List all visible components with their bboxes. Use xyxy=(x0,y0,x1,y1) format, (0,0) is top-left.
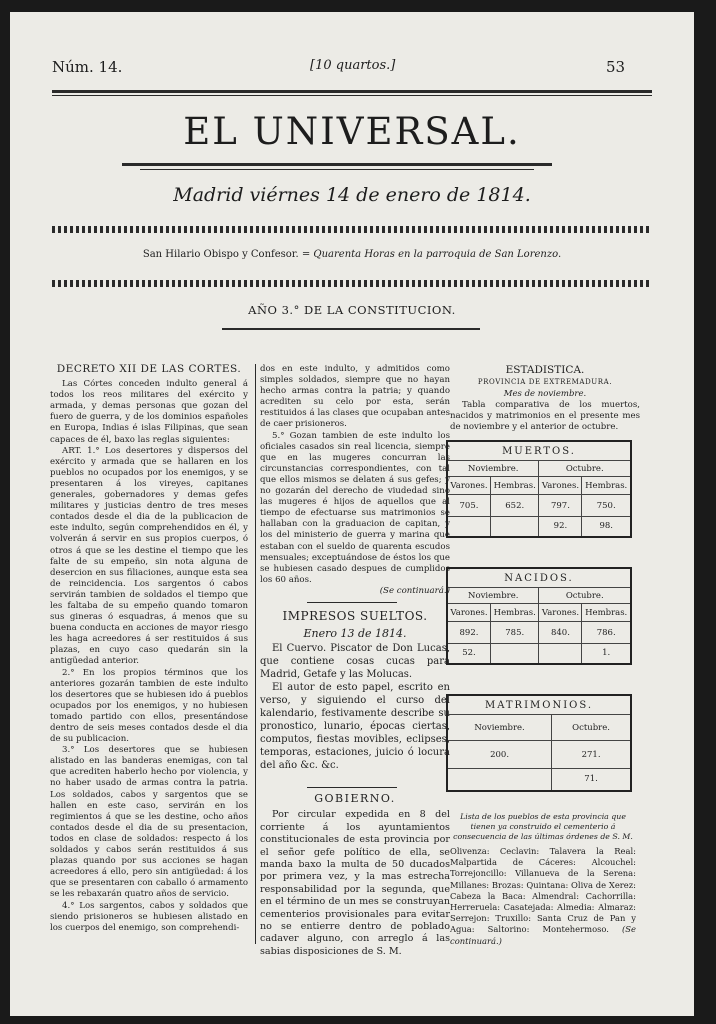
muertos-nov-h: 652. xyxy=(490,495,539,517)
top-rule-thin xyxy=(52,95,652,96)
cemetery-list xyxy=(450,846,636,946)
nacidos-diff-v: 52. xyxy=(447,644,490,664)
muertos-varones-nov: Varones. xyxy=(447,477,490,495)
muertos-nov-header: Noviembre. xyxy=(447,461,539,477)
cemetery-list-text: Olivenza: Ceclavin: Talavera la Real: Malpartida de Cáceres: Alcouchel: Torrejoncillo: Villanueva de la Serena: Millanes: Brozas: Quintana: Oliva de Xerez: Cabeza la Baca: Almendral: Cachorrilla: Herreruela: Casatejada: Almedia: Almaraz: Serrejon: Truxillo: Santa Cruz de Pan y Agua: Saltorino: Montehermoso. xyxy=(450,846,636,935)
muertos-oct-h: 750. xyxy=(582,495,631,517)
column-divider xyxy=(255,364,256,944)
nacidos-table xyxy=(446,567,632,665)
nacidos-nov-v: 892. xyxy=(447,622,490,644)
stats-month: Mes de noviembre. xyxy=(503,389,587,399)
muertos-oct-header: Octubre. xyxy=(539,461,631,477)
cemetery-list-title: Lista de los pueblos de esta provincia que tienen ya construido el cementerio á consecuencia de las últimas órdenes de S. M. xyxy=(453,812,633,841)
year-rule xyxy=(222,328,480,330)
muertos-hembras-oct: Hembras. xyxy=(582,477,631,495)
constitution-year: AÑO 3.° DE LA CONSTITUCION. xyxy=(248,303,456,317)
nacidos-hembras-nov: Hembras. xyxy=(490,604,539,622)
matrimonios-table xyxy=(446,694,632,792)
nacidos-nov-header: Noviembre. xyxy=(447,588,539,604)
nacidos-oct-h: 786. xyxy=(582,622,631,644)
impresos-desc: El autor de esto papel, escrito en verso, y siguiendo el curso del kalendario, festivamente describe su pronostico, lunario, épocas ciertas, computos, fiestas movibles, eclipses, temporas, estaciones, juicio ó locura del año &c. &c. xyxy=(260,682,450,771)
matrimonios-nov: 200. xyxy=(447,741,552,769)
nacidos-varones-oct: Varones. xyxy=(539,604,582,622)
impresos-section xyxy=(260,610,450,786)
gobierno-section xyxy=(260,793,450,963)
saints-text: San Hilario Obispo y Confesor. xyxy=(142,249,299,260)
matrimonios-label: MATRIMONIOS. xyxy=(447,695,631,715)
nacidos-oct-v: 840. xyxy=(539,622,582,644)
decree-article-2: 2.° En los propios términos que los anteriores gozarán tambien de este indulto los desertores que se hubiesen ido á pueblos ocupados por los enemigos, y no hubiesen tomado partido con ellos, presentándose dentro de seis meses contados desde el dia de su publicacion. xyxy=(50,667,248,745)
matrimonios-oct-header: Octubre. xyxy=(552,715,631,741)
saints-italic: Quarenta Horas en la parroquia de San Lorenzo. xyxy=(313,249,562,260)
saints-line xyxy=(52,249,652,260)
decree-cont-text: dos en este indulto, y admitidos como simples soldados, siempre que no hayan hecho armas contra la patria; y quando acrediten su celo por esta, serán restituidos á las clases que ocupaban antes de caer prisioneros. xyxy=(260,364,450,430)
decree-article-5: 5.° Gozan tambien de este indulto los oficiales casados sin real licencia, siempre que en las mugeres concurran las circunstancias correspondientes, con tal que ellos mismos se delaten á sus gefes; y no gozarán del derecho de viudedad sino las mugeres é hijos de aquellos que al tiempo de efectuarse sus matrimonios se hallaban con la graduacion de capitan, y los del ministerio de guerra y marina que estaban con el sueldo de quarenta escudos mensuales; exceptuándose de éstos los que se hubiesen casado despues de cumplidos los 60 años. xyxy=(260,430,450,585)
decree-cont-note: (Se continuará.) xyxy=(379,585,450,596)
stats-desc-text: Tabla comparativa de los muertos, nacidos y matrimonios en el presente mes de noviembre y el anterior de octubre. xyxy=(450,400,640,432)
cemetery-list-note: (Se continuará.) xyxy=(450,924,636,946)
nacidos-hembras-oct: Hembras. xyxy=(582,604,631,622)
gobierno-text: Por circular expedida en 8 del corriente á los ayuntamientos constitucionales de esta provincia por el señor gefe político de ella, se manda baxo la multa de 50 ducados por primera vez, y la mas estrecha responsabilidad por la segunda, que en el término de un mes se construyan cementerios provisionales para evitar no se entierre dentro de poblado cadaver alguno, con arreglo á las sabias disposiciones de S. M. xyxy=(260,809,450,957)
decree-title: DECRETO XII DE LAS CORTES. xyxy=(56,363,242,375)
impresos-title: IMPRESOS SUELTOS. xyxy=(282,609,428,623)
muertos-table xyxy=(446,440,632,538)
muertos-hembras-nov: Hembras. xyxy=(490,477,539,495)
decree-article-4: 4.° Los sargentos, cabos y soldados que siendo prisioneros se hubiesen alistado en los cuerpos del enemigo, son comprehendi- xyxy=(50,900,248,933)
ornament-rule-2 xyxy=(52,280,652,287)
top-rule xyxy=(52,90,652,93)
newspaper-page xyxy=(10,12,694,1016)
nacidos-label: NACIDOS. xyxy=(447,568,631,588)
decree-continuation xyxy=(260,364,450,604)
decree-article-1: ART. 1.° Los desertores y dispersos del exército y armada que se hallaren en los pueblos no ocupados por los enemigos, y se presentaren á los vireyes, capitanes generales, gobernadores y demas gefes militares y justicias dentro de tres meses contados desde el dia de la publicacion de este indulto, según comprehendidos en él, y volverán á servir en sus propios cuerpos, ó otros á que se les destine el tiempo que les falte de su empeño, sin nota alguna de desercion en sus filiaciones, aunque esta sea de reincidencia. Los sargentos ó cabos servirán tambien de soldados el tiempo que les faltaba de su empeño quando tomaron sus gineras ó esquadras, á menos que su buena conducta en acciones de mayor riesgo les haga acreedores á ser restituidos á sus plazas, en cuyo caso quedarán sin la antigüedad anterior. xyxy=(50,445,248,667)
section-rule-2 xyxy=(307,787,397,788)
impresos-item: El Cuervo. Piscator de Don Lucas, que contiene cosas cucas para Madrid, Getafe y las Molucas. xyxy=(260,643,450,680)
nacidos-varones-nov: Varones. xyxy=(447,604,490,622)
decree-intro: Las Córtes conceden indulto general á todos los reos militares del exército y armada, y demas personas que gozan del fuero de guerra, y de los dominios españoles en Europa, Indias é islas Filipinas, que sean capaces de él, baxo las reglas siguientes: xyxy=(50,379,248,445)
page-number: 53 xyxy=(606,58,626,76)
masthead-rule-thin xyxy=(140,169,534,170)
gobierno-title: GOBIERNO. xyxy=(314,792,396,805)
masthead-rule xyxy=(122,163,552,166)
stats-title: ESTADISTICA. xyxy=(505,364,585,376)
stats-province: PROVINCIA DE EXTREMADURA. xyxy=(477,378,613,386)
saints-sep: = xyxy=(301,249,311,260)
muertos-diff-v: 92. xyxy=(539,517,582,537)
section-rule xyxy=(307,602,397,603)
nacidos-nov-h: 785. xyxy=(490,622,539,644)
masthead-title: EL UNIVERSAL. xyxy=(183,110,521,153)
decree-article-3: 3.° Los desertores que se hubiesen alistado en las banderas enemigas, con tal que acrediten haberlo hecho por violencia, y no haber usado de armas contra la patria. Los soldados, cabos y sargentos que se hallen en este caso, servirán en los regimientos á que se les destine, ocho años contados desde el dia de su presentacion, todos en clase de soldados: respecto á los soldados y cabos serán restituidos á sus plazas quando por sus acciones se hagan acreedores á ello, pero sin antigüedad: á los que se presentaren con caballo ó armamento se les rebaxarán quatro años de servicio. xyxy=(50,745,248,900)
muertos-label: MUERTOS. xyxy=(447,441,631,461)
decree-column xyxy=(50,364,248,999)
muertos-oct-v: 797. xyxy=(539,495,582,517)
muertos-varones-oct: Varones. xyxy=(539,477,582,495)
muertos-diff-h: 98. xyxy=(582,517,631,537)
matrimonios-diff: 71. xyxy=(552,769,631,791)
matrimonios-oct: 271. xyxy=(552,741,631,769)
nacidos-oct-header: Octubre. xyxy=(539,588,631,604)
impresos-date: Enero 13 de 1814. xyxy=(303,627,407,640)
ornament-rule xyxy=(52,226,652,233)
issue-price: [10 quartos.] xyxy=(310,58,396,73)
issue-number: Núm. 14. xyxy=(52,58,123,76)
nacidos-diff-h: 1. xyxy=(582,644,631,664)
stats-desc xyxy=(450,400,640,436)
matrimonios-nov-header: Noviembre. xyxy=(447,715,552,741)
muertos-nov-v: 705. xyxy=(447,495,490,517)
masthead-date: Madrid viérnes 14 de enero de 1814. xyxy=(173,184,531,206)
